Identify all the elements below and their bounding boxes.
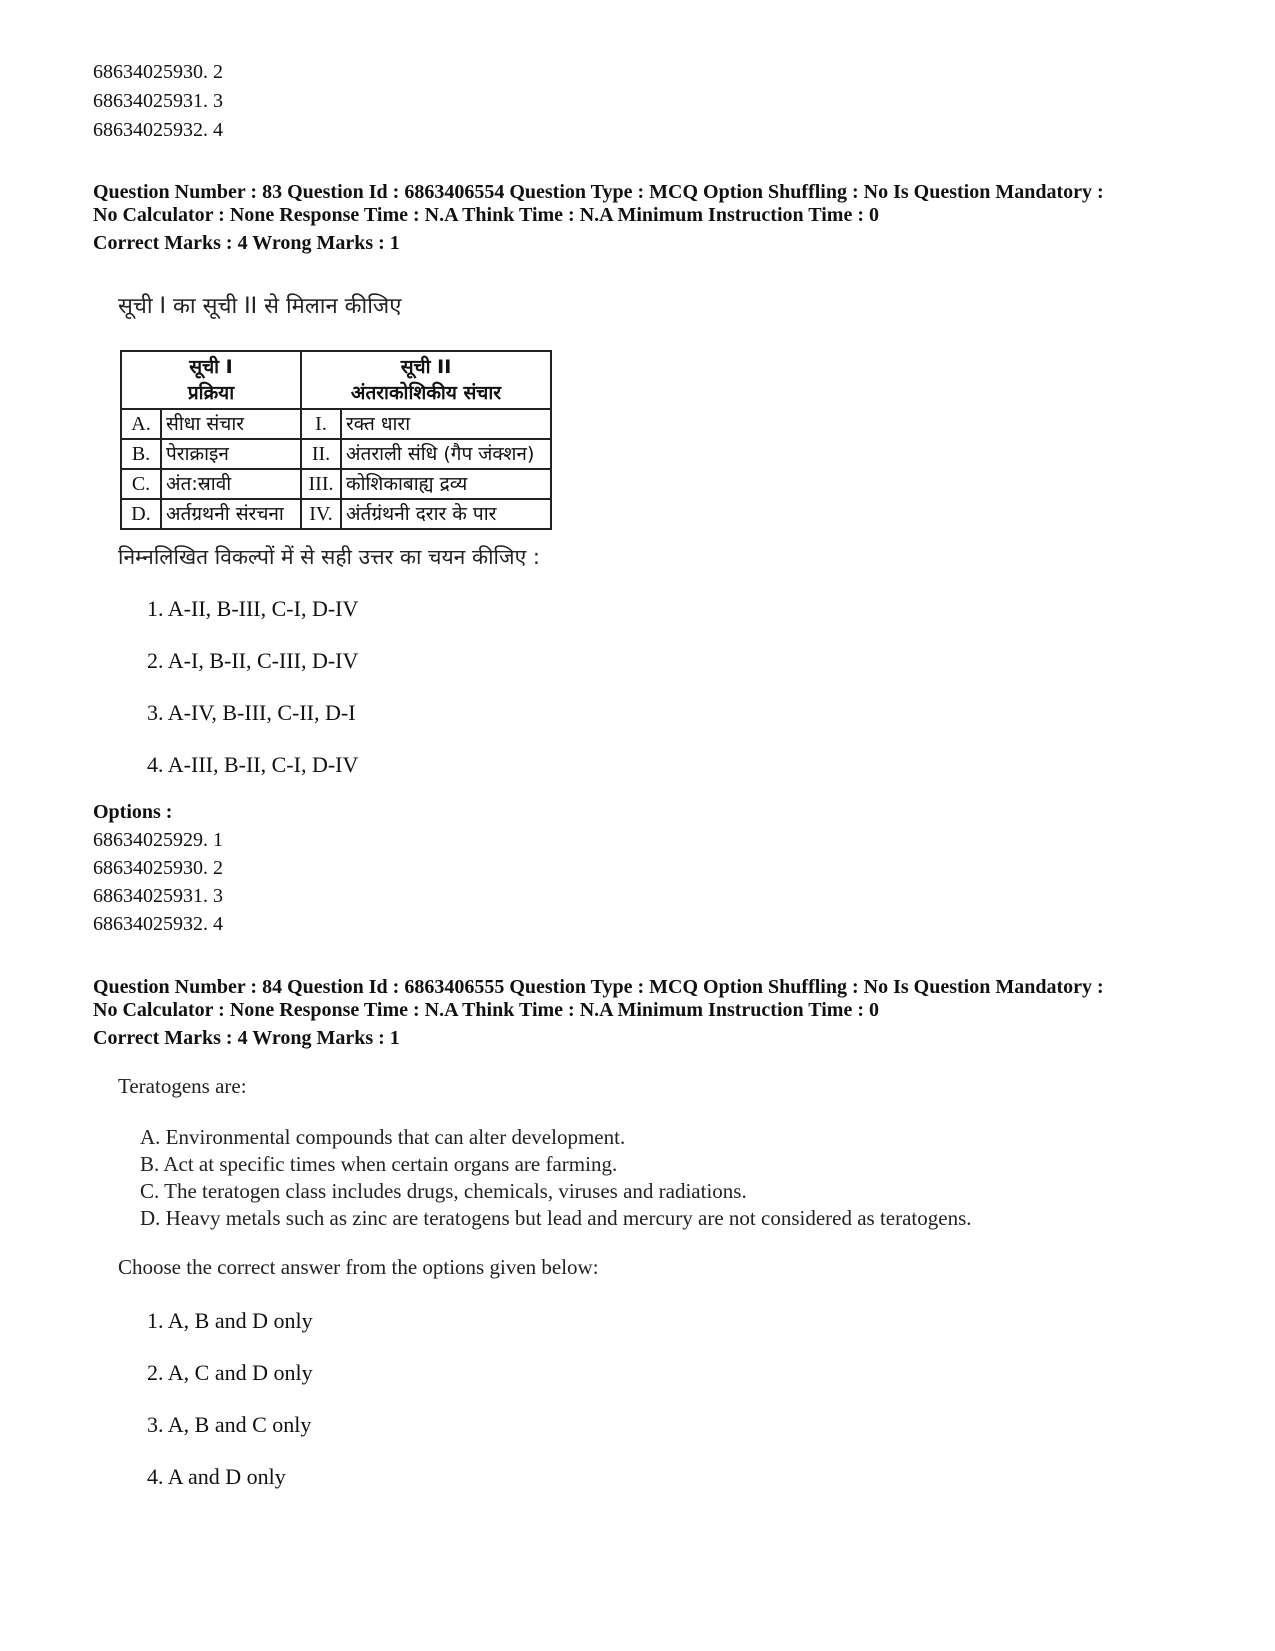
table-row [121, 469, 551, 499]
list2-title: सूची II [400, 356, 452, 378]
answer-choice: 2. A-I, B-II, C-III, D-IV [147, 648, 359, 673]
answer-choice: 3. A, B and C only [147, 1412, 312, 1437]
option-line: 68634025932. 4 [93, 119, 223, 141]
answer-choice: 3. A-IV, B-III, C-II, D-I [147, 700, 356, 725]
question-instruction: निम्नलिखित विकल्पों में से सही उत्तर का चयन कीजिए : [118, 545, 540, 569]
table-row [121, 409, 551, 439]
row-label: III. [301, 469, 341, 499]
question-instruction: Choose the correct answer from the options given below: [118, 1255, 599, 1279]
table-row [121, 439, 551, 469]
row-label: B. [121, 439, 161, 469]
answer-choice: 1. A, B and D only [147, 1308, 313, 1333]
list1-item: सीधा संचार [161, 409, 301, 439]
question-marks: Correct Marks : 4 Wrong Marks : 1 [93, 232, 400, 254]
option-line: 68634025930. 2 [93, 857, 223, 879]
answer-choice: 2. A, C and D only [147, 1360, 313, 1385]
list1-item: पेराक्राइन [161, 439, 301, 469]
row-label: II. [301, 439, 341, 469]
question-prompt: Teratogens are: [118, 1074, 247, 1098]
list2-item: कोशिकाबाह्य द्रव्य [341, 469, 551, 499]
list1-subtitle: प्रक्रिया [187, 382, 235, 404]
statement: C. The teratogen class includes drugs, chemicals, viruses and radiations. [140, 1179, 747, 1203]
option-line: 68634025929. 1 [93, 829, 223, 851]
option-line: 68634025931. 3 [93, 90, 223, 112]
answer-choice: 4. A and D only [147, 1464, 286, 1489]
list2-header [301, 351, 551, 409]
question-meta-line2: No Calculator : None Response Time : N.A Think Time : N.A Minimum Instruction Time : 0 [93, 999, 879, 1021]
question-meta-line2: No Calculator : None Response Time : N.A Think Time : N.A Minimum Instruction Time : 0 [93, 204, 879, 226]
list2-item: अंर्तग्रंथनी दरार के पार [341, 499, 551, 529]
option-line: 68634025932. 4 [93, 913, 223, 935]
question-prompt: सूची I का सूची II से मिलान कीजिए [118, 294, 402, 319]
answer-choice: 4. A-III, B-II, C-I, D-IV [147, 752, 359, 777]
statement: A. Environmental compounds that can alter development. [140, 1125, 626, 1149]
list1-item: अर्तग्रथनी संरचना [161, 499, 301, 529]
list1-title: सूची I [189, 356, 233, 378]
match-table [120, 350, 552, 530]
question-marks: Correct Marks : 4 Wrong Marks : 1 [93, 1027, 400, 1049]
table-row [121, 499, 551, 529]
list2-subtitle: अंतराकोशिकीय संचार [350, 382, 502, 404]
list1-item: अंत:स्रावी [161, 469, 301, 499]
row-label: C. [121, 469, 161, 499]
answer-choice: 1. A-II, B-III, C-I, D-IV [147, 596, 359, 621]
question-meta-line1: Question Number : 84 Question Id : 6863406555 Question Type : MCQ Option Shuffling : No Is Question Mandatory : [93, 976, 1104, 998]
option-line: 68634025930. 2 [93, 61, 223, 83]
row-label: A. [121, 409, 161, 439]
options-label: Options : [93, 801, 173, 823]
option-line: 68634025931. 3 [93, 885, 223, 907]
statement: D. Heavy metals such as zinc are teratogens but lead and mercury are not considered as teratogens. [140, 1206, 972, 1230]
question-meta-line1: Question Number : 83 Question Id : 6863406554 Question Type : MCQ Option Shuffling : No Is Question Mandatory : [93, 181, 1104, 203]
list1-header [121, 351, 301, 409]
row-label: D. [121, 499, 161, 529]
list2-item: अंतराली संधि (गैप जंक्शन) [341, 439, 551, 469]
list2-item: रक्त धारा [341, 409, 551, 439]
statement: B. Act at specific times when certain organs are farming. [140, 1152, 618, 1176]
row-label: I. [301, 409, 341, 439]
row-label: IV. [301, 499, 341, 529]
